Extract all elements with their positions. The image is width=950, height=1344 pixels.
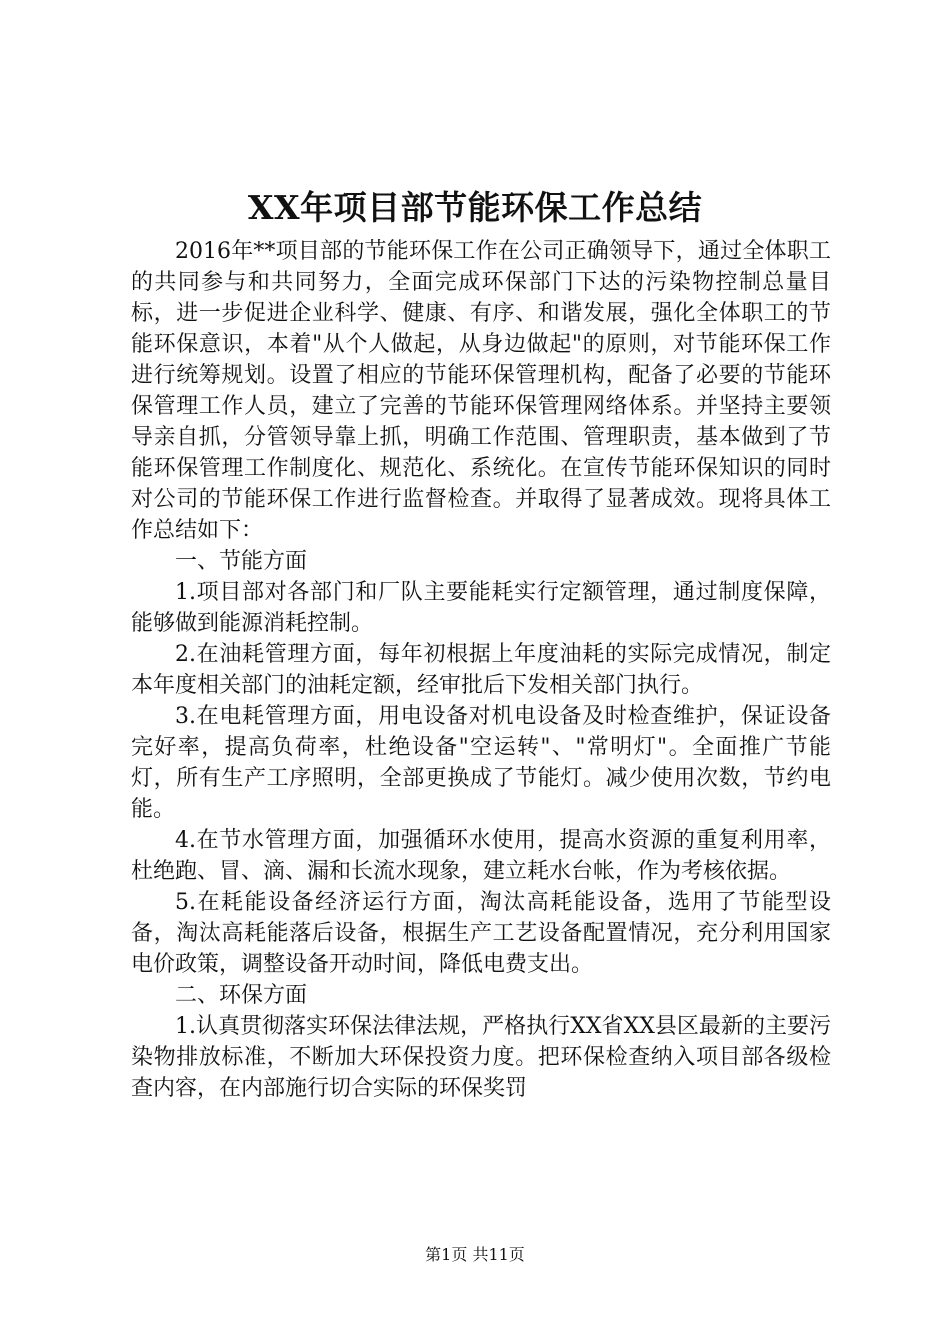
paragraph-energy-2: 2.在油耗管理方面，每年初根据上年度油耗的实际完成情况，制定本年度相关部门的油耗定额，经审批后下发相关部门执行。	[131, 642, 831, 698]
section-heading-environment: 二、环保方面	[175, 983, 308, 1008]
document-title: XX年项目部节能环保工作总结	[247, 188, 703, 227]
paragraph-energy-1: 1.项目部对各部门和厂队主要能耗实行定额管理，通过制度保障，能够做到能源消耗控制。	[131, 580, 831, 636]
section-heading-energy: 一、节能方面	[175, 549, 308, 574]
paragraph-environment-1: 1.认真贯彻落实环保法律法规，严格执行XX省XX县区最新的主要污染物排放标准，不断加大环保投资力度。把环保检查纳入项目部各级检查内容，在内部施行切合实际的环保奖罚	[131, 1014, 832, 1101]
page-number-footer: 第1页 共11页	[425, 1245, 525, 1264]
paragraph-energy-3: 3.在电耗管理方面，用电设备对机电设备及时检查维护，保证设备完好率，提高负荷率，杜绝设备"空运转"、"常明灯"。全面推广节能灯，所有生产工序照明，全部更换成了节能灯。减少使用次数，节约电能。	[131, 704, 831, 822]
paragraph-energy-4: 4.在节水管理方面，加强循环水使用，提高水资源的重复利用率，杜绝跑、冒、滴、漏和长流水现象，建立耗水台帐，作为考核依据。	[131, 828, 831, 884]
paragraph-intro: 2016年**项目部的节能环保工作在公司正确领导下，通过全体职工的共同参与和共同努力，全面完成环保部门下达的污染物控制总量目标，进一步促进企业科学、健康、有序、和谐发展，强化全体职工的节能环保意识，本着"从个人做起，从身边做起"的原则，对节能环保工作进行统筹规划。设置了相应的节能环保管理机构，配备了必要的节能环保管理工作人员，建立了完善的节能环保管理网络体系。并坚持主要领导亲自抓，分管领导靠上抓，明确工作范围、管理职责，基本做到了节能环保管理工作制度化、规范化、系统化。在宣传节能环保知识的同时对公司的节能环保工作进行监督检查。并取得了显著成效。现将具体工作总结如下：	[131, 239, 831, 543]
document-body	[131, 236, 831, 1104]
paragraph-energy-5: 5.在耗能设备经济运行方面，淘汰高耗能设备，选用了节能型设备，淘汰高耗能落后设备，根据生产工艺设备配置情况，充分利用国家电价政策，调整设备开动时间，降低电费支出。	[131, 890, 831, 977]
